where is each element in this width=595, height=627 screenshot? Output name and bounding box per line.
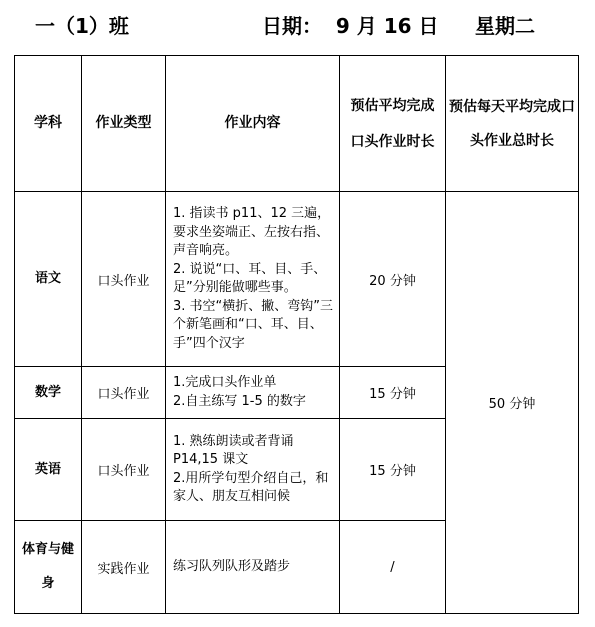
table-header-row — [15, 56, 579, 192]
content-line: 练习队列队形及踏步 — [173, 558, 291, 574]
table-row — [15, 192, 579, 367]
col-header-avg-duration: 预估平均完成口头作业时长 — [340, 56, 446, 192]
weekday-label: 星期二 — [475, 14, 535, 38]
duration-cell: 20 分钟 — [340, 192, 446, 367]
total-duration-cell: 50 分钟 — [446, 192, 579, 614]
page-header — [0, 10, 595, 42]
type-cell: 口头作业 — [82, 192, 166, 367]
content-cell — [166, 521, 340, 614]
date-label: 日期： 9 月 16 日 — [262, 14, 439, 38]
content-line: 2.自主练写 1-5 的数字 — [173, 393, 306, 409]
homework-table — [14, 55, 579, 614]
col-header-total-duration: 预估每天平均完成口头作业总时长 — [446, 56, 579, 192]
content-cell — [166, 419, 340, 521]
subject-cell: 语文 — [15, 192, 82, 367]
content-cell — [166, 192, 340, 367]
col-header-type: 作业类型 — [82, 56, 166, 192]
content-line: 1. 指读书 p11、12 三遍，要求坐姿端正、左按右指、声音响亮。 — [173, 206, 331, 258]
subject-cell: 数学 — [15, 367, 82, 419]
content-line: 2. 说说“口、耳、目、手、足”分别能做哪些事。 — [173, 261, 327, 295]
content-line: 1. 熟练朗读或者背诵 P14,15 课文 — [173, 433, 294, 467]
class-label: 一（1）班 — [35, 14, 129, 38]
subject-cell: 体育与健身 — [15, 521, 82, 614]
subject-cell: 英语 — [15, 419, 82, 521]
content-cell — [166, 367, 340, 419]
col-header-subject: 学科 — [15, 56, 82, 192]
type-cell: 口头作业 — [82, 419, 166, 521]
type-cell: 实践作业 — [82, 521, 166, 614]
duration-cell: / — [340, 521, 446, 614]
content-line: 1.完成口头作业单 — [173, 375, 277, 390]
type-cell: 口头作业 — [82, 367, 166, 419]
duration-cell: 15 分钟 — [340, 367, 446, 419]
content-line: 2.用所学句型介绍自己，和家人、朋友互相问候 — [173, 470, 329, 504]
col-header-content: 作业内容 — [166, 56, 340, 192]
duration-cell: 15 分钟 — [340, 419, 446, 521]
content-line: 3. 书空“横折、撇、弯钩”三个新笔画和“口、耳、目、手”四个汉字 — [173, 298, 334, 351]
